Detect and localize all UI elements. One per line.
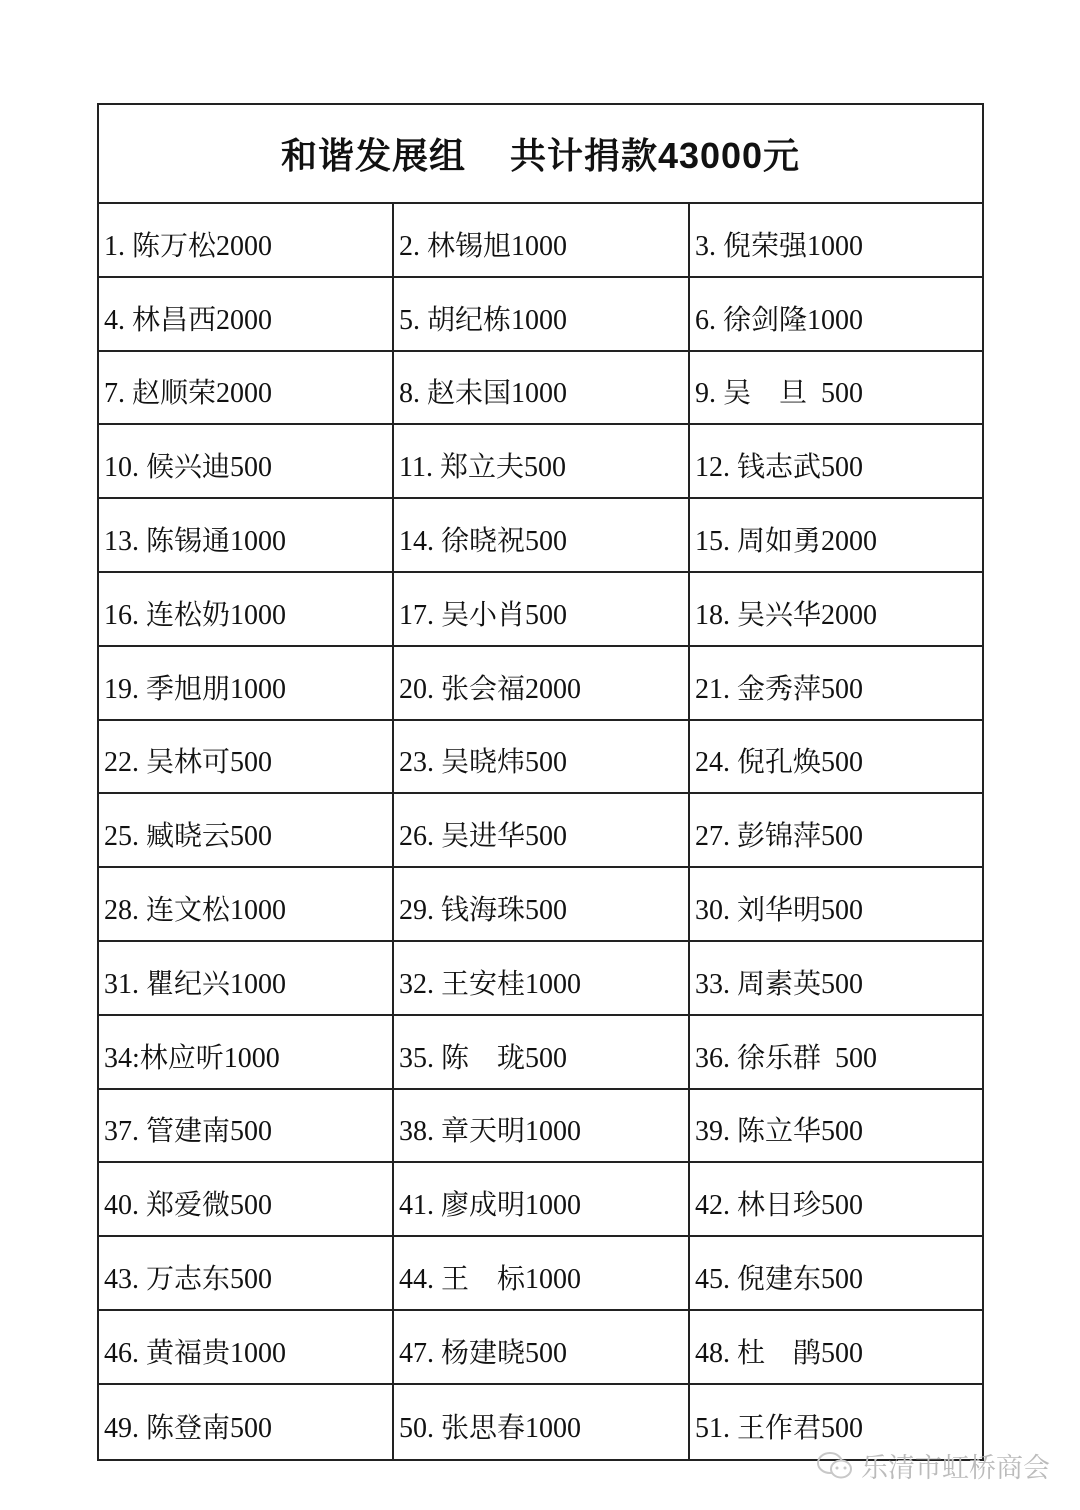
table-cell: 22. 吴林可500 xyxy=(99,721,394,795)
table-cell: 30. 刘华明500 xyxy=(690,868,982,942)
table-cell: 4. 林昌西2000 xyxy=(99,278,394,352)
table-cell: 21. 金秀萍500 xyxy=(690,647,982,721)
table-cell: 3. 倪荣强1000 xyxy=(690,204,982,278)
table-cell: 49. 陈登南500 xyxy=(99,1385,394,1459)
donation-table xyxy=(97,103,984,1461)
table-cell: 50. 张思春1000 xyxy=(394,1385,690,1459)
table-cell: 17. 吴小肖500 xyxy=(394,573,690,647)
total-donation: 共计捐款43000元 xyxy=(509,135,801,176)
table-cell: 43. 万志东500 xyxy=(99,1237,394,1311)
table-cell: 12. 钱志武500 xyxy=(690,425,982,499)
watermark-text: 乐清市虹桥商会 xyxy=(861,1453,1050,1483)
table-cell: 24. 倪孔焕500 xyxy=(690,721,982,795)
table-cell: 27. 彭锦萍500 xyxy=(690,794,982,868)
table-cell: 11. 郑立夫500 xyxy=(394,425,690,499)
table-cell: 7. 赵顺荣2000 xyxy=(99,352,394,426)
table-cell: 13. 陈锡通1000 xyxy=(99,499,394,573)
table-cell: 16. 连松奶1000 xyxy=(99,573,394,647)
table-cell: 10. 候兴迪500 xyxy=(99,425,394,499)
table-cell: 5. 胡纪栋1000 xyxy=(394,278,690,352)
wechat-icon xyxy=(815,1450,855,1482)
table-cell: 31. 瞿纪兴1000 xyxy=(99,942,394,1016)
table-cell: 9. 吴 旦 500 xyxy=(690,352,982,426)
table-cell: 33. 周素英500 xyxy=(690,942,982,1016)
table-title xyxy=(99,105,982,204)
entries-grid xyxy=(99,204,982,1459)
table-cell: 38. 章天明1000 xyxy=(394,1090,690,1164)
table-cell: 25. 臧晓云500 xyxy=(99,794,394,868)
table-cell: 41. 廖成明1000 xyxy=(394,1163,690,1237)
table-cell: 20. 张会福2000 xyxy=(394,647,690,721)
table-cell: 48. 杜 鹃500 xyxy=(690,1311,982,1385)
table-cell: 29. 钱海珠500 xyxy=(394,868,690,942)
table-cell: 32. 王安桂1000 xyxy=(394,942,690,1016)
table-cell: 23. 吴晓炜500 xyxy=(394,721,690,795)
table-cell: 18. 吴兴华2000 xyxy=(690,573,982,647)
table-cell: 8. 赵未国1000 xyxy=(394,352,690,426)
table-cell: 6. 徐剑隆1000 xyxy=(690,278,982,352)
group-name: 和谐发展组 xyxy=(280,135,466,176)
table-cell: 40. 郑爱微500 xyxy=(99,1163,394,1237)
table-cell: 45. 倪建东500 xyxy=(690,1237,982,1311)
table-cell: 51. 王作君500 xyxy=(695,1412,864,1444)
table-cell: 26. 吴进华500 xyxy=(394,794,690,868)
table-cell: 37. 管建南500 xyxy=(99,1090,394,1164)
table-cell: 14. 徐晓祝500 xyxy=(394,499,690,573)
table-cell: 42. 林日珍500 xyxy=(690,1163,982,1237)
table-cell: 1. 陈万松2000 xyxy=(99,204,394,278)
table-cell: 15. 周如勇2000 xyxy=(690,499,982,573)
table-cell: 2. 林锡旭1000 xyxy=(394,204,690,278)
table-cell: 39. 陈立华500 xyxy=(690,1090,982,1164)
table-cell: 47. 杨建晓500 xyxy=(394,1311,690,1385)
watermark xyxy=(815,1446,1050,1485)
table-cell: 36. 徐乐群 500 xyxy=(690,1016,982,1090)
table-cell: 19. 季旭朋1000 xyxy=(99,647,394,721)
table-cell: 34:林应听1000 xyxy=(99,1016,394,1090)
table-cell: 28. 连文松1000 xyxy=(99,868,394,942)
table-cell: 35. 陈 珑500 xyxy=(394,1016,690,1090)
table-cell: 46. 黄福贵1000 xyxy=(99,1311,394,1385)
table-cell: 44. 王 标1000 xyxy=(394,1237,690,1311)
